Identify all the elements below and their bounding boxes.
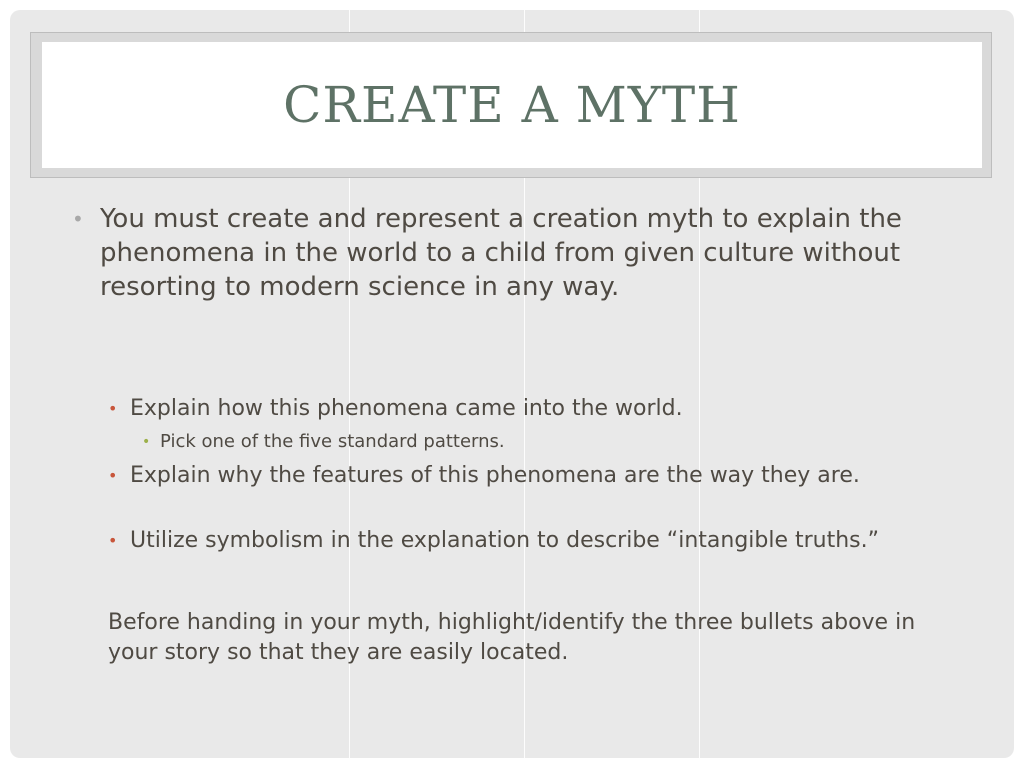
bullet-text: You must create and represent a creation myth to explain the phenomena in the world to a child from given culture without resorting to modern science in any way. [100,204,902,302]
bullet-level3 [142,430,942,454]
bullet-text: Explain how this phenomena came into the world. [130,396,683,421]
bullet-marker: • [142,434,151,450]
bullet-marker: • [108,399,118,418]
bullet-level2 [108,526,958,555]
bullet-text: Pick one of the five standard patterns. [160,431,505,452]
slide [10,10,1014,758]
bullet-marker: • [108,466,118,485]
bullet-marker: • [108,531,118,550]
bullet-level2 [108,461,958,490]
bullet-level1 [72,202,962,304]
slide-title: CREATE A MYTH [283,76,741,134]
bullet-marker: • [72,207,84,231]
instruction-note: Before handing in your myth, highlight/identify the three bullets above in your story so that they are easily located. [108,610,916,665]
content-area [10,10,1014,758]
bullet-text: Explain why the features of this phenomena are the way they are. [130,463,860,488]
bullet-text: Utilize symbolism in the explanation to describe “intangible truths.” [130,528,880,553]
bullet-level2 [108,394,958,423]
